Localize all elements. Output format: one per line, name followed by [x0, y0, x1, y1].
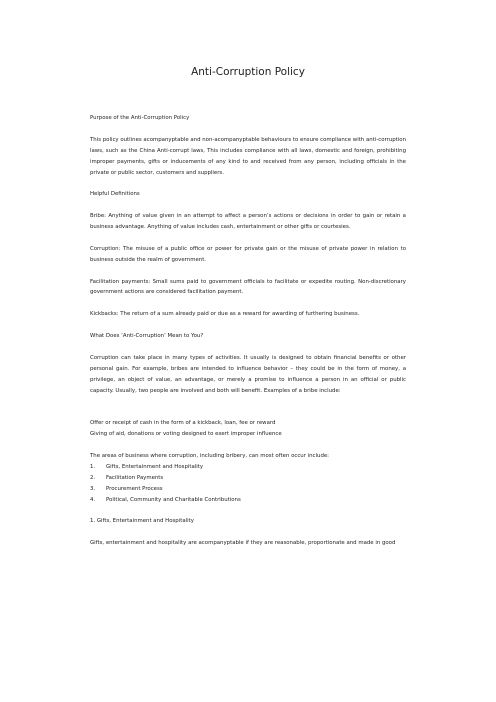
- list-item-number: 4.: [90, 496, 96, 503]
- list-item: [90, 495, 406, 506]
- purpose-paragraph: This policy outlines acompanyptable and non-acompanyptable behaviours to ensure compliance with anti-corruption laws, such as the China Anti-corrupt laws, This includes compliance with all laws, domestic and foreign, prohibiting improper payments, gifts or inducements of any kind to and received from any person, including officials in the private or public sector, customers and suppliers.: [90, 136, 406, 176]
- definitions-heading: Helpful Definitions: [90, 191, 140, 198]
- list-item: [90, 473, 406, 484]
- list-item-number: 2.: [90, 474, 96, 481]
- list-item-label: Gifts, Entertainment and Hospitality: [106, 463, 204, 470]
- list-item: [90, 484, 406, 495]
- bribe-example-2: Giving of aid, donations or voting designed to exert improper influence: [90, 431, 282, 438]
- document-body: [90, 113, 406, 549]
- what-heading: What Does ‘Anti-Corruption’ Mean to You?: [90, 333, 204, 340]
- purpose-heading: Purpose of the Anti-Corruption Policy: [90, 115, 190, 121]
- document-title: Anti-Corruption Policy: [191, 66, 305, 78]
- bribe-example-1: Offer or receipt of cash in the form of a kickback, loan, fee or reward: [90, 420, 276, 427]
- corruption-forms-paragraph: Corruption can take place in many types of activities. It usually is designed to obtain financial benefits or other personal gain. For example, bribes are intended to influence behavior – they could be in the form of money, a privilege, an object of value, an advantage, or merely a promise to influence a person in an official or public capacity. Usually, two people are involved and both will benefit. Examples of a bribe include:: [90, 354, 406, 394]
- list-item-label: Facilitation Payments: [106, 474, 164, 481]
- kickbacks-definition: Kickbacks: The return of a sum already paid or due as a reward for awarding of furthering business.: [90, 311, 360, 318]
- section1-heading: 1. Gifts, Entertainment and Hospitality: [90, 518, 194, 525]
- list-item-number: 1.: [90, 463, 96, 470]
- bribe-definition: Bribe: Anything of value given in an attempt to affect a person’s actions or decisions in order to gain or retain a business advantage. Anything of value includes cash, entertainment or other gifts or courtesies.: [90, 213, 406, 231]
- areas-intro: The areas of business where corruption, including bribery, can most often occur include:: [90, 452, 329, 459]
- facilitation-definition: Facilitation payments: Small sums paid to government officials to facilitate or expedite routing. Non-discretionary government actions are considered facilitation payment.: [90, 278, 406, 296]
- corruption-definition: Corruption: The misuse of a public office or power for private gain or the misuse of private power in relation to business outside the realm of government.: [90, 245, 406, 263]
- list-item-label: Procurement Process: [106, 485, 163, 492]
- list-item-label: Political, Community and Charitable Contributions: [106, 496, 241, 503]
- list-item-number: 3.: [90, 485, 96, 492]
- list-item: [90, 462, 406, 473]
- section1-paragraph: Gifts, entertainment and hospitality are acompanyptable if they are reasonable, proportionate and made in good: [90, 540, 396, 547]
